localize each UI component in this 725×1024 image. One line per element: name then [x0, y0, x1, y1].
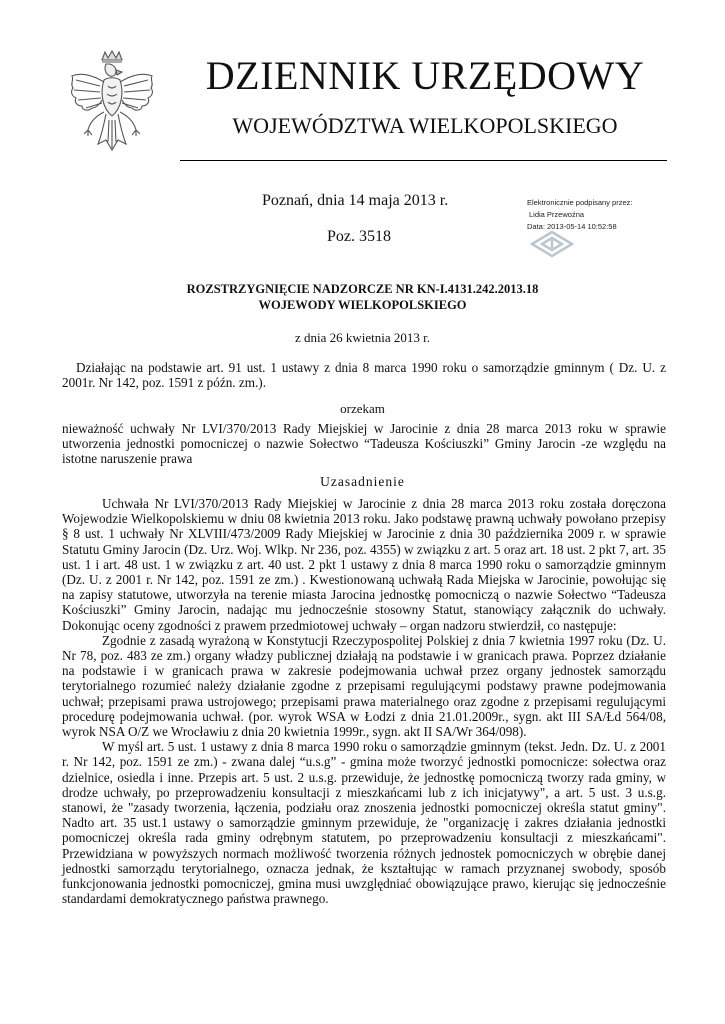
- reasons-paragraph: W myśl art. 5 ust. 1 ustawy z dnia 8 marca 1990 roku o samorządzie gminnym (tekst. Jedn. Dz. U. z 2001 r. Nr 142, poz. 1591 ze zm.) - zwana dalej “u.s.g” - gmina może tworzyć jednostki pomocnicze: sołectwa oraz dzielnice, osiedla i inne. Przepis art. 5 ust. 2 u.s.g. przewiduje, że jednostkę pomocniczą tworzy rada gminy, w drodze uchwały, po przeprowadzeniu konsultacji z mieszkańcami lub z ich inicjatywy", a art. 5 ust. 3 u.s.g. stanowi, że "zasady tworzenia, łączenia, podziału oraz znoszenia jednostki pomocniczej określa statut gminy". Nadto art. 35 ust.1 ustawy o samorządzie gminnym przewiduje, że "organizację i zakres działania jednostki pomocniczej określa rada gminy odrębnym statutem, po przeprowadzeniu konsultacji z mieszkańcami". Przewidziana w powyższych normach możliwość tworzenia różnych jednostek pomocniczych w obrębie danej jednostki samorządu terytorialnego, oznacza jednak, że kształtując w ramach przyznanej swobody, sposób funkcjonowania jednostki pomocniczej, gmina musi uwzględniać obowiązujące prawo, kierując się jednocześnie standardami demokratycznego państwa prawnego.: [62, 739, 666, 907]
- reasons-paragraph: Zgodnie z zasadą wyrażoną w Konstytucji Rzeczypospolitej Polskiej z dnia 7 kwietnia 1997 roku (Dz. U. Nr 78, poz. 483 ze zm.) organy władzy publicznej działają na podstawie i w granicach prawa. Poprzez działanie na podstawie i w granicach prawa w zakresie podejmowania uchwał przez organy jednostek samorządu terytorialnego rozumieć należy działanie zgodne z przepisami regulującymi podstawy prawne podejmowania uchwał; przepisami prawa ustrojowego; przepisami prawa materialnego oraz zgodne z przepisami regulującymi procedurę podejmowania uchwał. (por. wyrok WSA w Łodzi z dnia 21.01.2009r., sygn. akt III SA/Łd 564/08, wyrok NSA O/Z we Wrocławiu z dnia 20 kwietnia 1999r., sygn. akt II SA/Wr 364/098).: [62, 632, 666, 740]
- electronic-signature-block: [527, 197, 717, 233]
- verdict-word: orzekam: [340, 401, 385, 416]
- reasons-heading: Uzasadnienie: [320, 474, 405, 489]
- signature-signer: Lidia Przewoźna: [529, 210, 585, 219]
- document-title-line2: WOJEWODY WIELKOPOLSKIEGO: [258, 298, 467, 312]
- document-date: z dnia 26 kwietnia 2013 r.: [294, 330, 431, 345]
- masthead-title: DZIENNIK URZĘDOWY: [205, 53, 645, 98]
- signature-label: Elektronicznie podpisany przez:: [527, 198, 633, 207]
- signature-stamp-icon: [528, 230, 576, 258]
- document-title-line1: ROZSTRZYGNIĘCIE NADZORCZE NR KN-I.4131.242.2013.18: [186, 282, 539, 296]
- legal-basis-paragraph: Działając na podstawie art. 91 ust. 1 ustawy z dnia 8 marca 1990 roku o samorządzie gminnym ( Dz. U. z 2001r. Nr 142, poz. 1591 z późn. zm.).: [62, 360, 666, 391]
- reasons-paragraph: Uchwała Nr LVI/370/2013 Rady Miejskiej w Jarocinie z dnia 28 marca 2013 roku została doręczona Wojewodzie Wielkopolskiemu w dniu 08 kwietnia 2013 roku. Jako podstawę prawną uchwały powołano przepisy § 8 ust. 1 uchwały Nr XLVIII/473/2009 Rady Miejskiej w Jarocinie z dnia 30 października 2009 r. w sprawie Statutu Gminy Jarocin (Dz. Urz. Woj. Wlkp. Nr 236, poz. 4355) w związku z art. 5 oraz art. 18 ust. 2 pkt 7, art. 35 ust. 1 i art. 48 ust. 1 w związku z art. 40 ust. 2 pkt 1 ustawy z dnia 8 marca 1990 roku o samorządzie gminnym (Dz. U. z 2001 r. Nr 142, poz. 1591 ze zm.) . Kwestionowaną uchwałą Rada Miejska w Jarocinie, powołując się na zapisy statutowe, utworzyła na terenie miasta Jarocina jednostkę pomocniczą o nazwie Sołectwo “Tadeusza Kościuszki” Gminy Jarocin, nadając mu jednocześnie stosowny Statut, stanowiący załącznik do uchwały. Dokonując oceny zgodności z prawem przedmiotowej uchwały – organ nadzoru stwierdził, co następuje:: [62, 496, 666, 633]
- masthead-subtitle: WOJEWÓDZTWA WIELKOPOLSKIEGO: [232, 113, 618, 138]
- masthead-divider: [180, 160, 667, 161]
- polish-eagle-emblem-icon: [64, 50, 160, 166]
- signature-date: Data: 2013-05-14 10:52:58: [527, 222, 617, 231]
- reasons-body: [62, 496, 666, 906]
- place-date: Poznań, dnia 14 maja 2013 r.: [262, 192, 449, 209]
- decision-paragraph: nieważność uchwały Nr LVI/370/2013 Rady Miejskiej w Jarocinie z dnia 28 marca 2013 roku w sprawie utworzenia jednostki pomocniczej o nazwie Sołectwo “Tadeusza Kościuszki” Gminy Jarocin -ze względu na istotne naruszenie prawa: [62, 421, 666, 467]
- position-number: Poz. 3518: [327, 228, 391, 245]
